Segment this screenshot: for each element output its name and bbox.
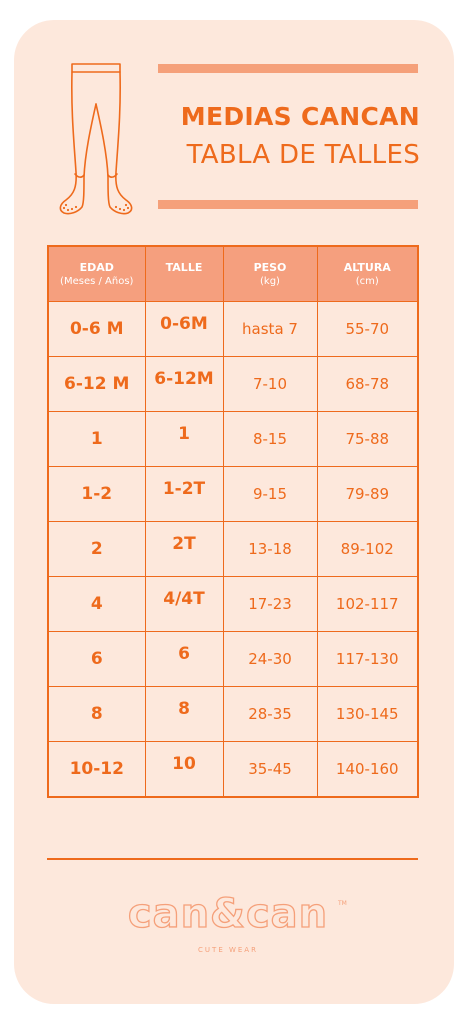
table-row <box>48 686 418 741</box>
cell-peso: 7-10 <box>223 356 317 411</box>
brand-logo: can&can <box>127 891 329 937</box>
cell-peso: 8-15 <box>223 411 317 466</box>
cell-peso: 17-23 <box>223 576 317 631</box>
table-row <box>48 411 418 466</box>
header-edad: EDAD (Meses / Años) <box>48 246 145 301</box>
cell-peso: 28-35 <box>223 686 317 741</box>
cell-edad: 1 <box>48 411 145 466</box>
cell-altura: 140-160 <box>317 741 418 797</box>
tights-icon <box>54 62 140 222</box>
header-altura: ALTURA (cm) <box>317 246 418 301</box>
title-rule-bottom <box>158 200 418 209</box>
cell-edad: 10-12 <box>48 741 145 797</box>
brand-tagline: CUTE WEAR <box>198 946 258 954</box>
cell-peso: hasta 7 <box>223 301 317 356</box>
cell-altura: 130-145 <box>317 686 418 741</box>
cell-talle: 6 <box>145 631 223 686</box>
table-row <box>48 301 418 356</box>
cell-talle: 2T <box>145 521 223 576</box>
footer-divider <box>47 858 418 860</box>
cell-edad: 1-2 <box>48 466 145 521</box>
header-edad-sub: (Meses / Años) <box>60 276 134 287</box>
header-talle: TALLE <box>145 246 223 301</box>
cell-talle: 8 <box>145 686 223 741</box>
cell-altura: 79-89 <box>317 466 418 521</box>
cell-altura: 68-78 <box>317 356 418 411</box>
cell-peso: 35-45 <box>223 741 317 797</box>
cell-peso: 9-15 <box>223 466 317 521</box>
trademark-mark: TM <box>338 900 347 907</box>
table-row <box>48 741 418 797</box>
cell-talle: 1-2T <box>145 466 223 521</box>
cell-talle: 10 <box>145 741 223 797</box>
cell-edad: 4 <box>48 576 145 631</box>
cell-talle: 4/4T <box>145 576 223 631</box>
cell-edad: 6-12 M <box>48 356 145 411</box>
cell-altura: 75-88 <box>317 411 418 466</box>
header-peso-sub: (kg) <box>260 276 280 287</box>
cell-edad: 8 <box>48 686 145 741</box>
cell-altura: 55-70 <box>317 301 418 356</box>
cell-altura: 117-130 <box>317 631 418 686</box>
cell-talle: 1 <box>145 411 223 466</box>
cell-edad: 2 <box>48 521 145 576</box>
cell-peso: 13-18 <box>223 521 317 576</box>
size-chart-card <box>14 20 454 1004</box>
table-header-row <box>48 246 418 301</box>
cell-talle: 0-6M <box>145 301 223 356</box>
table-row <box>48 576 418 631</box>
table-row <box>48 466 418 521</box>
cell-peso: 24-30 <box>223 631 317 686</box>
header-peso: PESO (kg) <box>223 246 317 301</box>
table-row <box>48 521 418 576</box>
table-row <box>48 631 418 686</box>
cell-altura: 89-102 <box>317 521 418 576</box>
chart-subtitle: TABLA DE TALLES <box>186 140 420 170</box>
title-rule-top <box>158 64 418 73</box>
cell-talle: 6-12M <box>145 356 223 411</box>
product-title: MEDIAS CANCAN <box>180 102 420 131</box>
cell-edad: 6 <box>48 631 145 686</box>
cell-altura: 102-117 <box>317 576 418 631</box>
table-row <box>48 356 418 411</box>
header-altura-sub: (cm) <box>355 276 379 287</box>
cell-edad: 0-6 M <box>48 301 145 356</box>
size-table <box>47 245 419 798</box>
